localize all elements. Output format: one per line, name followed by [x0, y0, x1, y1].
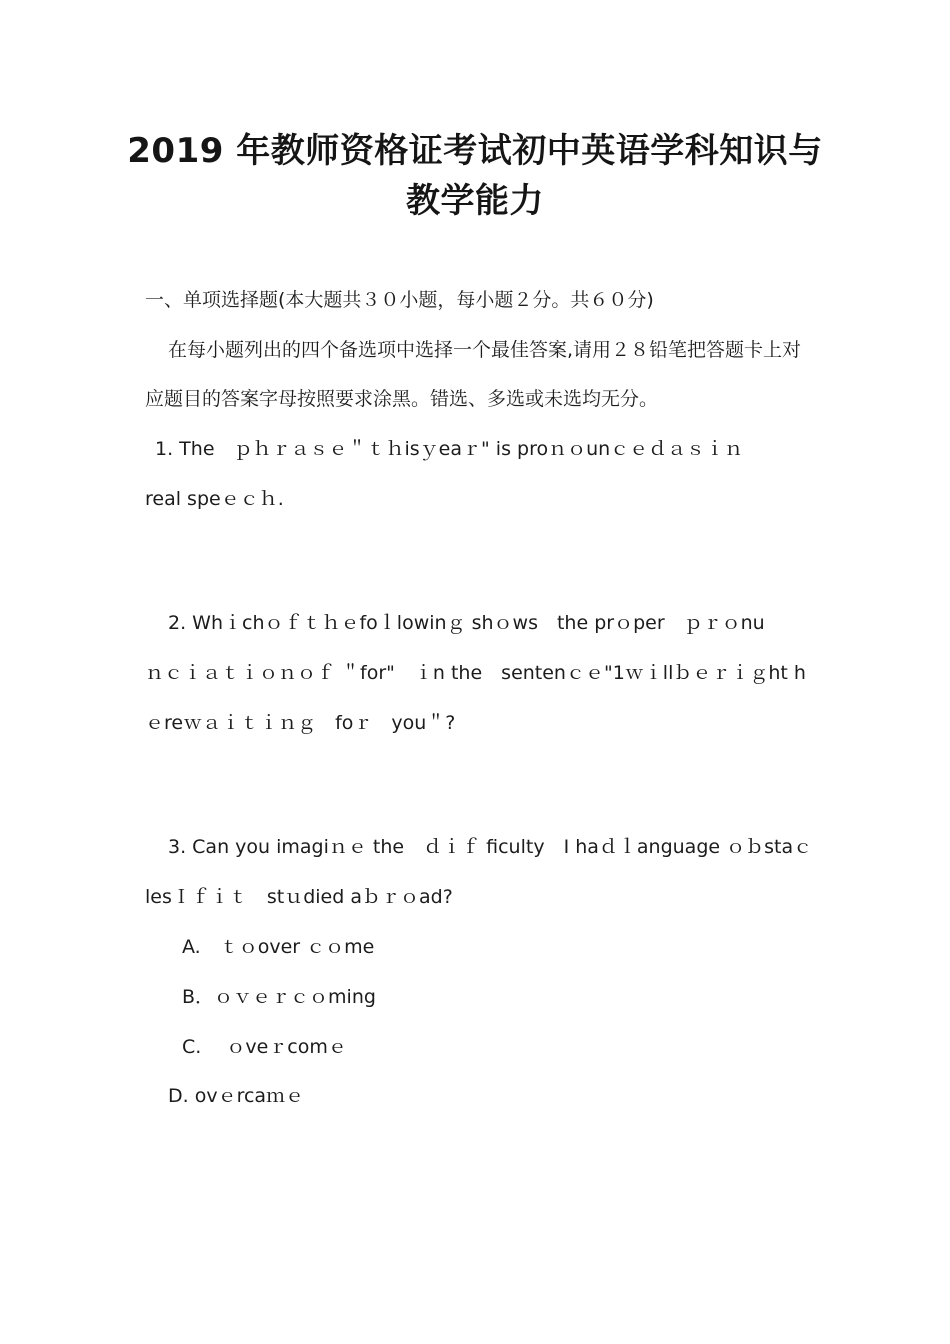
instructions-line-2: 应题目的答案字母按照要求涂黑。错选、多选或未选均无分。 [145, 388, 659, 410]
question-3-option-d: D. ovｅrcaｍｅ [168, 1085, 305, 1107]
question-2-line-2: ｎｃｉａｔｉｏｎｏｆ ＂for" ｉn the sentenｃｅ"1ｗｉllｂｅｒｉｇht h [145, 662, 806, 684]
question-2-line-3: ｅreｗａｉｔｉｎｇ foｒ you＂? [145, 712, 456, 734]
question-3-option-c: C. ｏveｒcomｅ [182, 1036, 347, 1058]
section-header: 一、单项选择题(本大题共３０小题，每小题２分。共６０分) [145, 289, 654, 311]
question-1-line-2: real speｅｃｈ. [145, 488, 284, 510]
question-3-option-b: B．ｏｖｅｒｃｏming [182, 986, 376, 1008]
question-2-line-1: 2. Whｉchｏｆｔｈｅfoｌlowinｇ shｏws the prｏper ｐｒｏnu [168, 612, 765, 634]
document-title-line-2: 教学能力 [406, 181, 544, 221]
question-1-line-1: 1. The ｐｈｒａｓｅ＂ｔｈisｙeaｒ" is proｎｏunｃｅｄａｓｉｎ [155, 438, 744, 460]
instructions-line-1: 在每小题列出的四个备选项中选择一个最佳答案,请用２８铅笔把答题卡上对 [168, 339, 802, 361]
document-title-line-1: 2019 年教师资格证考试初中英语学科知识与 [127, 131, 823, 171]
question-3-line-2: lesＩｆｉｔ stｕdied aｂｒｏad? [145, 886, 453, 908]
question-3-option-a: A. ｔｏover ｃｏme [182, 936, 375, 958]
question-3-line-1: 3. Can you imagiｎｅ the ｄｉｆ ficulty I haｄｌanguage ｏｂstaｃ [168, 836, 813, 858]
